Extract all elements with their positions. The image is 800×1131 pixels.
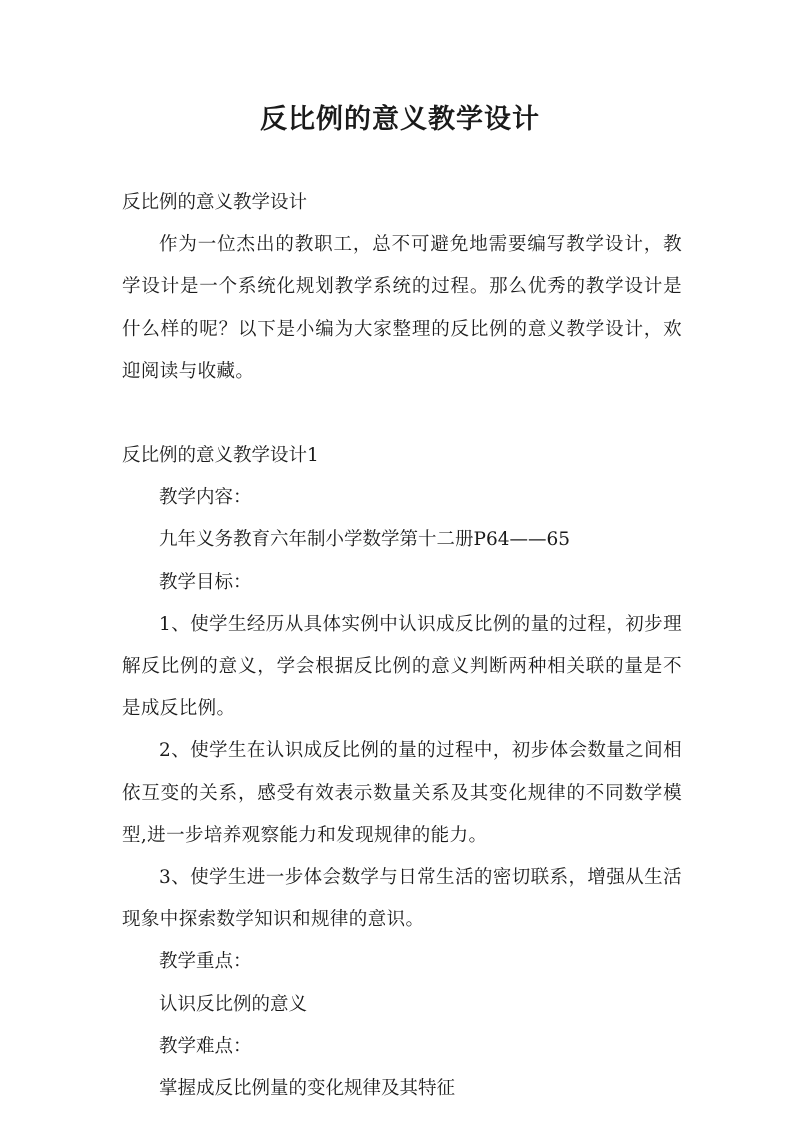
key-label: 教学重点：: [159, 951, 252, 973]
content-text: 九年义务教育六年制小学数学第十二册P64——65: [159, 529, 571, 551]
difficulty-text: 掌握成反比例量的变化规律及其特征: [159, 1078, 456, 1100]
section-heading: 反比例的意义教学设计1: [122, 445, 319, 467]
goals-label: 教学目标：: [159, 571, 252, 593]
paragraph-gap: [122, 393, 682, 435]
difficulty-label: 教学难点：: [159, 1035, 252, 1057]
key-text: 认识反比例的意义: [159, 993, 308, 1015]
subtitle: 反比例的意义教学设计: [122, 192, 308, 213]
page-title: 反比例的意义教学设计: [260, 104, 540, 135]
goal-2: 2、使学生在认识成反比例的量的过程中，初步体会数量之间相依互变的关系，感受有效表示数量关系及其变化规律的不同数学模型,进一步培养观察能力和发现规律的能力。: [122, 740, 682, 846]
goal-3: 3、使学生进一步体会数学与日常生活的密切联系，增强从生活现象中探索数学知识和规律的意识。: [122, 867, 682, 931]
goal-1: 1、使学生经历从具体实例中认识成反比例的量的过程，初步理解反比例的意义，学会根据反比例的意义判断两种相关联的量是不是成反比例。: [122, 613, 682, 720]
document-body: [122, 182, 682, 1110]
content-label: 教学内容：: [159, 487, 252, 509]
intro-paragraph: 作为一位杰出的教职工，总不可避免地需要编写教学设计，教学设计是一个系统化规划教学系统的过程。那么优秀的教学设计是什么样的呢？以下是小编为大家整理的反比例的意义教学设计，欢迎阅读与收藏。: [122, 234, 682, 382]
